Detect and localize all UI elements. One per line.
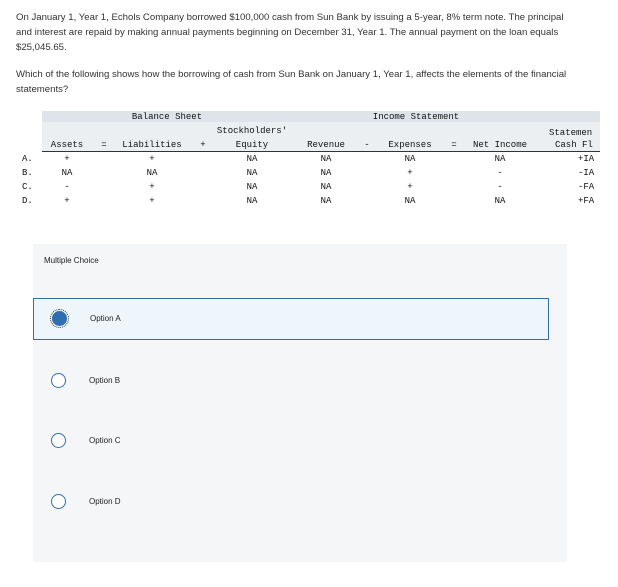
- col-expenses: Expenses: [388, 140, 432, 150]
- radio-icon[interactable]: [51, 373, 66, 388]
- cell-net-income: NA: [494, 196, 506, 206]
- cell-liabilities: +: [149, 182, 155, 192]
- multiple-choice-title: Multiple Choice: [44, 256, 99, 265]
- cell-cash-flow: +FA: [578, 196, 595, 206]
- row-letter: D.: [22, 196, 33, 206]
- cell-equity: NA: [246, 154, 258, 164]
- cell-equity: NA: [246, 196, 258, 206]
- radio-icon[interactable]: [51, 494, 66, 509]
- cell-revenue: NA: [320, 168, 332, 178]
- col-cash-flow: Cash Fl: [555, 140, 593, 150]
- cell-revenue: NA: [320, 196, 332, 206]
- col-equity: Equity: [235, 140, 269, 150]
- option-label: Option C: [89, 436, 121, 445]
- cell-assets: +: [64, 154, 70, 164]
- balance-sheet-heading: Balance Sheet: [131, 112, 203, 122]
- col-liabilities: Liabilities: [122, 140, 182, 150]
- cell-net-income: -: [497, 168, 503, 178]
- col-plus: +: [200, 140, 206, 150]
- cell-expenses: +: [407, 168, 413, 178]
- option-label: Option D: [89, 497, 121, 506]
- col-revenue: Revenue: [307, 140, 345, 150]
- col-equals-2: =: [451, 140, 457, 150]
- statement-heading: Statemen: [549, 128, 593, 138]
- cell-net-income: NA: [494, 154, 506, 164]
- question-paragraph-1: On January 1, Year 1, Echols Company borrowed $100,000 cash from Sun Bank by issuing a 5-year, 8% term note. The principal and interest are repaid by making annual payments beginning on December 31, Year 1. The annual payment on the loan equals $25,045.65.: [16, 12, 564, 53]
- row-letter: C.: [22, 182, 33, 192]
- option-a[interactable]: [33, 298, 549, 340]
- cell-expenses: NA: [404, 196, 416, 206]
- cell-net-income: -: [497, 182, 503, 192]
- col-minus: -: [364, 140, 370, 150]
- stockholders-heading: Stockholders': [216, 126, 288, 136]
- cell-expenses: NA: [404, 154, 416, 164]
- option-d[interactable]: [33, 482, 549, 524]
- cell-assets: -: [64, 182, 70, 192]
- col-equals-1: =: [101, 140, 107, 150]
- effects-table: [16, 111, 600, 213]
- header-rule: [42, 151, 600, 152]
- radio-selected-icon[interactable]: [52, 311, 67, 326]
- cell-liabilities: NA: [146, 168, 158, 178]
- cell-liabilities: +: [149, 154, 155, 164]
- cell-equity: NA: [246, 168, 258, 178]
- cell-assets: NA: [61, 168, 73, 178]
- row-letter: A.: [22, 154, 33, 164]
- question-paragraph-2: Which of the following shows how the borrowing of cash from Sun Bank on January 1, Year 1, affects the elements of the financial statements?: [16, 69, 567, 95]
- income-statement-heading: Income Statement: [372, 112, 460, 122]
- option-label: Option B: [89, 376, 121, 385]
- cell-cash-flow: -IA: [578, 168, 595, 178]
- cell-equity: NA: [246, 182, 258, 192]
- cell-revenue: NA: [320, 154, 332, 164]
- cell-assets: +: [64, 196, 70, 206]
- option-c[interactable]: [33, 421, 549, 463]
- cell-liabilities: +: [149, 196, 155, 206]
- col-assets: Assets: [50, 140, 84, 150]
- option-label: Option A: [90, 314, 121, 323]
- cell-expenses: +: [407, 182, 413, 192]
- table-header-band: [42, 111, 600, 122]
- option-b[interactable]: [33, 361, 549, 403]
- radio-icon[interactable]: [51, 433, 66, 448]
- cell-cash-flow: -FA: [578, 182, 595, 192]
- row-letter: B.: [22, 168, 33, 178]
- cell-revenue: NA: [320, 182, 332, 192]
- cell-cash-flow: +IA: [578, 154, 595, 164]
- col-net-income: Net Income: [472, 140, 528, 150]
